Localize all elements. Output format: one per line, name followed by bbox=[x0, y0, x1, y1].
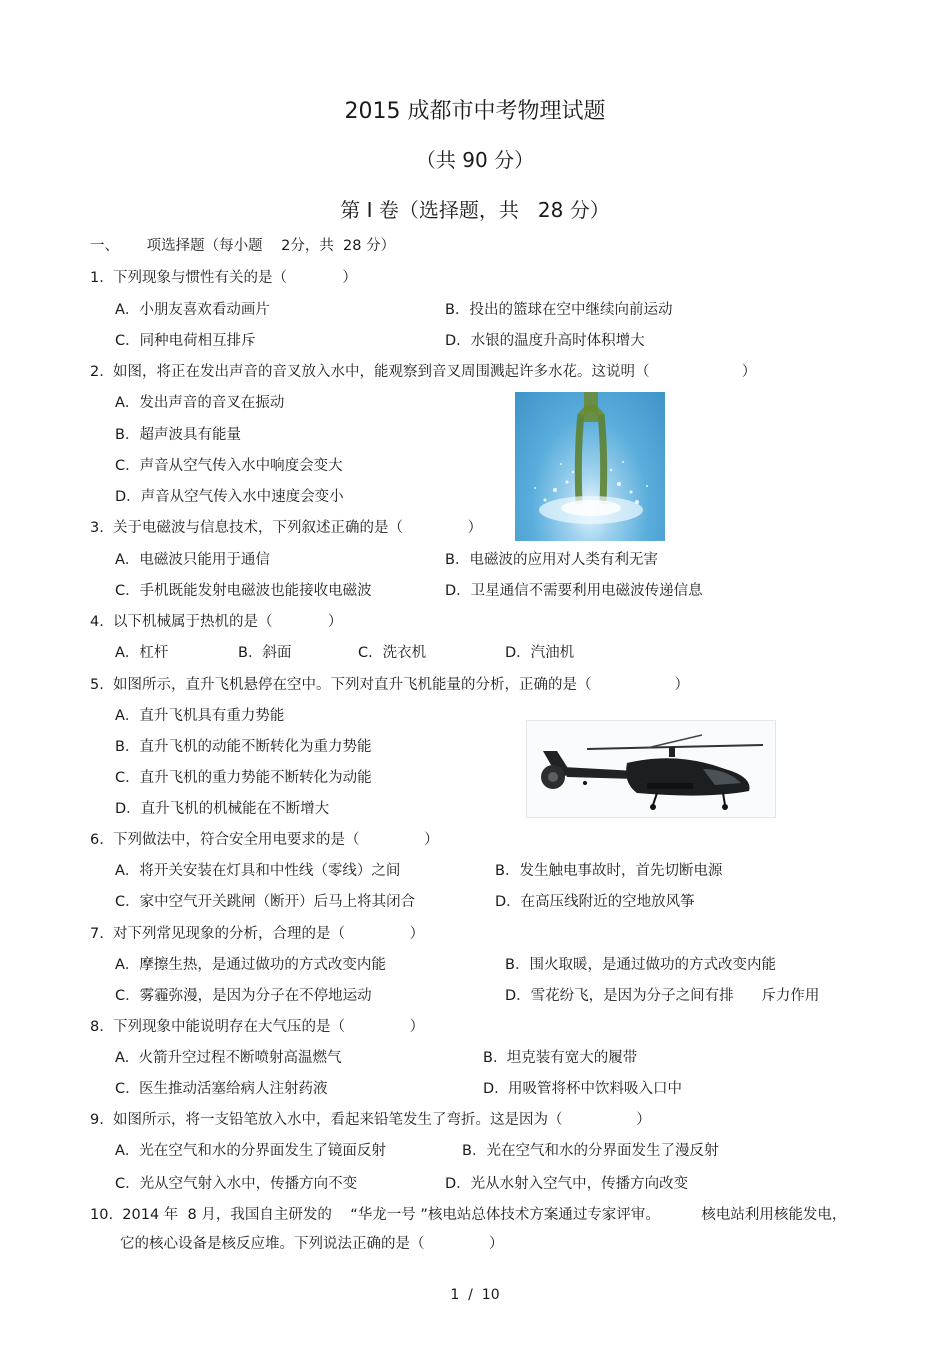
question-6-stem: 6. 下列做法中，符合安全用电要求的是（ ） bbox=[90, 832, 439, 848]
question-9-option-c: C．光从空气射入水中，传播方向不变 bbox=[115, 1176, 358, 1192]
section-intro: 一、 项选择题（每小题 2分，共 28 分） bbox=[90, 238, 396, 254]
question-2-option-b: B．超声波具有能量 bbox=[115, 427, 241, 443]
question-4-option-c: C．洗衣机 bbox=[358, 645, 427, 661]
question-10-stem-line2: 它的核心设备是核反应堆。下列说法正确的是（ ） bbox=[120, 1236, 504, 1252]
question-1-option-c: C．同种电荷相互排斥 bbox=[115, 333, 256, 349]
question-5-stem: 5. 如图所示，直升飞机悬停在空中。下列对直升飞机能量的分析，正确的是（ ） bbox=[90, 677, 690, 693]
total-score: （共 90 分） bbox=[415, 148, 535, 172]
question-6-option-c: C．家中空气开关跳闸（断开）后马上将其闭合 bbox=[115, 894, 416, 910]
exam-title: 2015 成都市中考物理试题 bbox=[344, 99, 606, 124]
question-10-stem-line1: 10. 2014 年 8 月，我国自主研发的 “华龙一号 ”核电站总体技术方案通过专家评审。 核电站利用核能发电， bbox=[90, 1207, 847, 1223]
question-8-stem: 8. 下列现象中能说明存在大气压的是（ ） bbox=[90, 1019, 425, 1035]
helicopter-image bbox=[526, 720, 776, 818]
question-4-option-a: A．杠杆 bbox=[115, 645, 169, 661]
question-3-option-c: C．手机既能发射电磁波也能接收电磁波 bbox=[115, 583, 372, 599]
question-9-option-d: D．光从水射入空气中，传播方向改变 bbox=[445, 1176, 689, 1192]
question-6-option-a: A．将开关安装在灯具和中性线（零线）之间 bbox=[115, 863, 401, 879]
question-6-option-b: B．发生触电事故时，首先切断电源 bbox=[495, 863, 723, 879]
question-3-option-b: B．电磁波的应用对人类有利无害 bbox=[445, 552, 658, 568]
question-2-option-c: C．声音从空气传入水中响度会变大 bbox=[115, 458, 343, 474]
question-1-option-b: B．投出的篮球在空中继续向前运动 bbox=[445, 302, 673, 318]
question-4-option-b: B．斜面 bbox=[238, 645, 292, 661]
question-8-option-b: B. 坦克装有宽大的履带 bbox=[483, 1050, 638, 1066]
question-2-option-d: D．声音从空气传入水中速度会变小 bbox=[115, 489, 344, 505]
question-7-option-c: C．雾霾弥漫，是因为分子在不停地运动 bbox=[115, 988, 372, 1004]
question-7-option-a: A．摩擦生热，是通过做功的方式改变内能 bbox=[115, 957, 386, 973]
question-5-option-d: D．直升飞机的机械能在不断增大 bbox=[115, 801, 330, 817]
question-9-option-b: B．光在空气和水的分界面发生了漫反射 bbox=[462, 1143, 719, 1159]
question-6-option-d: D．在高压线附近的空地放风筝 bbox=[495, 894, 695, 910]
question-3-option-d: D．卫星通信不需要利用电磁波传递信息 bbox=[445, 583, 703, 599]
question-7-stem: 7. 对下列常见现象的分析，合理的是（ ） bbox=[90, 926, 425, 942]
question-9-option-a: A．光在空气和水的分界面发生了镜面反射 bbox=[115, 1143, 386, 1159]
question-7-option-b: B．围火取暖，是通过做功的方式改变内能 bbox=[505, 957, 776, 973]
question-8-option-d: D. 用吸管将杯中饮料吸入口中 bbox=[483, 1081, 682, 1097]
page-number: 1 / 10 bbox=[450, 1287, 500, 1303]
question-9-stem: 9. 如图所示，将一支铅笔放入水中，看起来铅笔发生了弯折。这是因为（ ） bbox=[90, 1112, 651, 1128]
question-2-stem: 2. 如图，将正在发出声音的音叉放入水中，能观察到音叉周围溅起许多水花。这说明（ ） bbox=[90, 364, 757, 380]
question-8-option-c: C. 医生推动活塞给病人注射药液 bbox=[115, 1081, 328, 1097]
question-4-stem: 4. 以下机械属于热机的是（ ） bbox=[90, 614, 343, 630]
question-8-option-a: A. 火箭升空过程不断喷射高温燃气 bbox=[115, 1050, 342, 1066]
question-2-option-a: A．发出声音的音叉在振动 bbox=[115, 395, 285, 411]
section-heading: 第 I 卷（选择题，共 28 分） bbox=[340, 198, 610, 222]
question-7-option-d: D．雪花纷飞，是因为分子之间有排 斥力作用 bbox=[505, 988, 820, 1004]
tuning-fork-in-water-image bbox=[515, 392, 665, 541]
question-5-option-b: B．直升飞机的动能不断转化为重力势能 bbox=[115, 739, 372, 755]
question-3-option-a: A．电磁波只能用于通信 bbox=[115, 552, 270, 568]
question-5-option-c: C．直升飞机的重力势能不断转化为动能 bbox=[115, 770, 372, 786]
question-4-option-d: D．汽油机 bbox=[505, 645, 575, 661]
question-1-option-a: A．小朋友喜欢看动画片 bbox=[115, 302, 270, 318]
question-5-option-a: A．直升飞机具有重力势能 bbox=[115, 708, 285, 724]
question-3-stem: 3. 关于电磁波与信息技术，下列叙述正确的是（ ） bbox=[90, 520, 483, 536]
question-1-stem: 1. 下列现象与惯性有关的是（ ） bbox=[90, 270, 357, 286]
question-1-option-d: D．水银的温度升高时体积增大 bbox=[445, 333, 645, 349]
